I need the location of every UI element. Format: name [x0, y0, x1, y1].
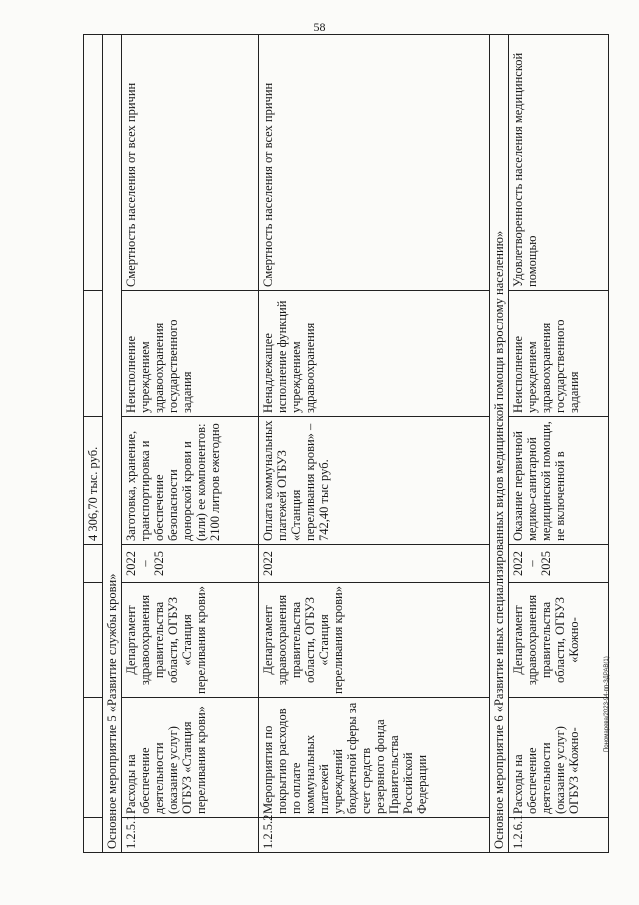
- cell-empty: [84, 698, 103, 818]
- row-number: 1.2.5.2: [259, 818, 490, 853]
- rotated-table-container: [83, 35, 609, 853]
- period: 2022 – 2025: [508, 545, 608, 583]
- expected-result: Оплата коммунальных платежей ОГБУЗ «Станция переливания крови» – 742,40 тыс руб.: [259, 417, 490, 545]
- table-row: [259, 35, 490, 853]
- section-title-6: Основное мероприятие 6 «Развитие иных специализированных видов медицинской помощи взрослому населению»: [489, 35, 508, 853]
- cell-empty: [84, 291, 103, 417]
- indicator: Смертность населения от всех причин: [259, 35, 490, 291]
- section-row: [103, 35, 122, 853]
- risk: Ненадлежащее исполнение функций учреждением здравоохранения: [259, 291, 490, 417]
- page-number: 58: [313, 20, 326, 34]
- table-row-total: [84, 35, 103, 853]
- cell-empty: [84, 35, 103, 291]
- section-title-5: Основное мероприятие 5 «Развитие службы крови»: [103, 35, 122, 853]
- period: 2022 – 2025: [122, 545, 259, 583]
- total-amount: 4 306,70 тыс. руб.: [84, 417, 103, 545]
- table-row: [508, 35, 608, 853]
- activity-name: Расходы на обеспечение деятельности (оказание услуг) ОГБУЗ «Кожно-: [508, 698, 608, 818]
- activity-name: Расходы на обеспечение деятельности (оказание услуг) ОГБУЗ «Станция переливания крови»: [122, 698, 259, 818]
- indicator: Смертность населения от всех причин: [122, 35, 259, 291]
- executor: Департамент здравоохранения правительства области, ОГБУЗ «Кожно-: [508, 583, 608, 698]
- activity-name: Мероприятия по покрытию расходов по оплате коммунальных платежей учреждений бюджетной сферы за счет средств резервного фонда Правительства Российской Федерации: [259, 698, 490, 818]
- risk: Неисполнение учреждением здравоохранения государственного задания: [508, 291, 608, 417]
- expected-result: Оказание первичной медико-санитарной медицинской помощи, не включенной в: [508, 417, 608, 545]
- executor: Департамент здравоохранения правительства области, ОГБУЗ «Станция переливания крови»: [122, 583, 259, 698]
- expected-result: Заготовка, хранение, транспортировка и обеспечение безопасности донорской крови и (или) ее компонентов: 2100 литров ежегодно: [122, 417, 259, 545]
- table-row: [122, 35, 259, 853]
- cell-empty: [84, 818, 103, 853]
- risk: Неисполнение учреждением здравоохранения государственного задания: [122, 291, 259, 417]
- period: 2022: [259, 545, 490, 583]
- document-code: Пономарева/2023-94-пп-ЗДРАВ(1): [604, 656, 610, 752]
- cell-empty: [84, 583, 103, 698]
- activities-table: [83, 34, 609, 853]
- section-row: [489, 35, 508, 853]
- indicator: Удовлетворенность населения медицинской помощью: [508, 35, 608, 291]
- row-number: 1.2.5.1: [122, 818, 259, 853]
- executor: Департамент здравоохранения правительства области, ОГБУЗ «Станция переливания крови»: [259, 583, 490, 698]
- row-number: 1.2.6.1: [508, 818, 608, 853]
- cell-empty: [84, 545, 103, 583]
